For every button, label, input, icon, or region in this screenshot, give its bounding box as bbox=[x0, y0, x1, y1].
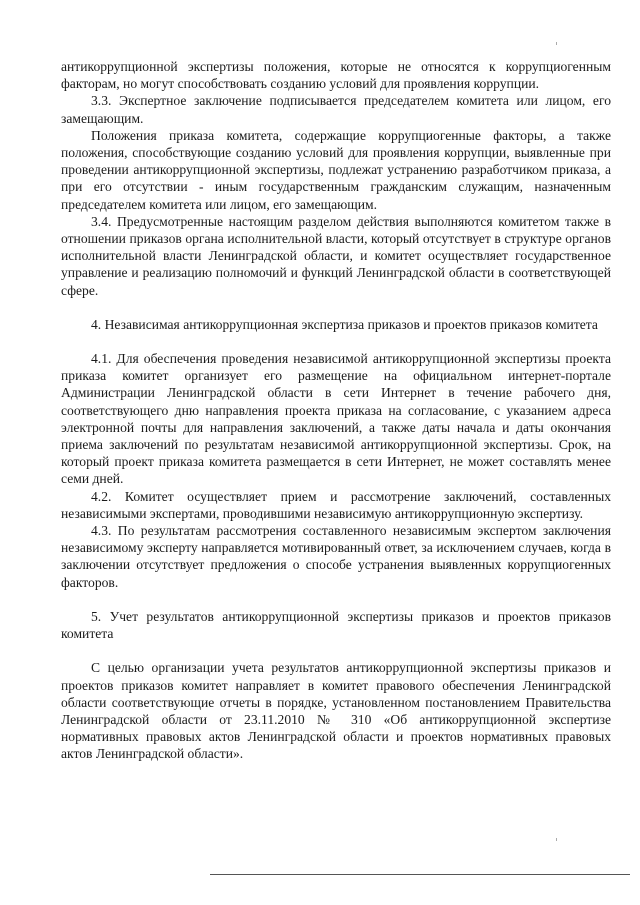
document-page bbox=[61, 58, 611, 763]
paragraph-4-2: 4.2. Комитет осуществляет прием и рассмотрение заключений, составленных независимыми экспертами, проводившими независимую антикоррупционную экспертизу. bbox=[61, 488, 611, 521]
spacer bbox=[61, 591, 611, 608]
paragraph-4-1: 4.1. Для обеспечения проведения независимой антикоррупционной экспертизы проекта приказа комитет организует его размещение на официальном интернет-портале Администрации Ленинградской области в сети Интернет в течение рабочего дня, соответствующего дню направления проекта приказа на согласование, с указанием адреса электронной почты для направления заключений, а также даты начала и даты окончания приема заключений по результатам независимой антикоррупционной экспертизы. Срок, на который проект приказа комитета размещается в сети Интернет, не может составлять менее семи дней. bbox=[61, 351, 611, 487]
paragraph-3-3: 3.3. Экспертное заключение подписывается председателем комитета или лицом, его замещающим. bbox=[61, 93, 611, 126]
spacer bbox=[61, 642, 611, 659]
scan-mark bbox=[556, 42, 557, 45]
spacer bbox=[61, 299, 611, 316]
page-bottom-rule bbox=[210, 874, 630, 875]
spacer bbox=[61, 333, 611, 350]
section-heading-5: 5. Учет результатов антикоррупционной экспертизы приказов и проектов приказов комитета bbox=[61, 608, 611, 642]
paragraph-continuation: антикоррупционной экспертизы положения, которые не относятся к коррупциогенным факторам, но могут способствовать созданию условий для проявления коррупции. bbox=[61, 59, 611, 92]
paragraph-3-4: 3.4. Предусмотренные настоящим разделом действия выполняются комитетом также в отношении приказов органа исполнительной власти, который отсутствует в структуре органов исполнительной власти Ленинградской области, и комитет осуществляет государственное управление и реализацию полномочий и функций Ленинградской области в соответствующей сфере. bbox=[61, 213, 611, 298]
scan-mark bbox=[556, 838, 557, 841]
paragraph-provisions: Положения приказа комитета, содержащие коррупциогенные факторы, а также положения, способствующие созданию условий для проявления коррупции, выявленные при проведении антикоррупционной экспертизы, подлежат устранению разработчиком приказа, а при его отсутствии - иным государственным гражданским служащим, назначенным председателем комитета или лицом, его замещающим. bbox=[61, 127, 611, 212]
paragraph-4-3: 4.3. По результатам рассмотрения составленного независимым экспертом заключения независимому эксперту направляется мотивированный ответ, за исключением случаев, когда в заключении отсутствует предложения о способе устранения выявленных коррупциогенных факторов. bbox=[61, 523, 611, 590]
section-heading-4: 4. Независимая антикоррупционная экспертиза приказов и проектов приказов комитета bbox=[91, 316, 598, 332]
paragraph-5-body: С целью организации учета результатов антикоррупционной экспертизы приказов и проектов приказов комитет направляет в комитет правового обеспечения Ленинградской области соответствующие отчеты в порядке, установленном постановлением Правительства Ленинградской области от 23.11.2010 № 310 «Об антикоррупционной экспертизе нормативных правовых актов Ленинградской области и проектов нормативных правовых актов Ленинградской области». bbox=[61, 660, 611, 762]
